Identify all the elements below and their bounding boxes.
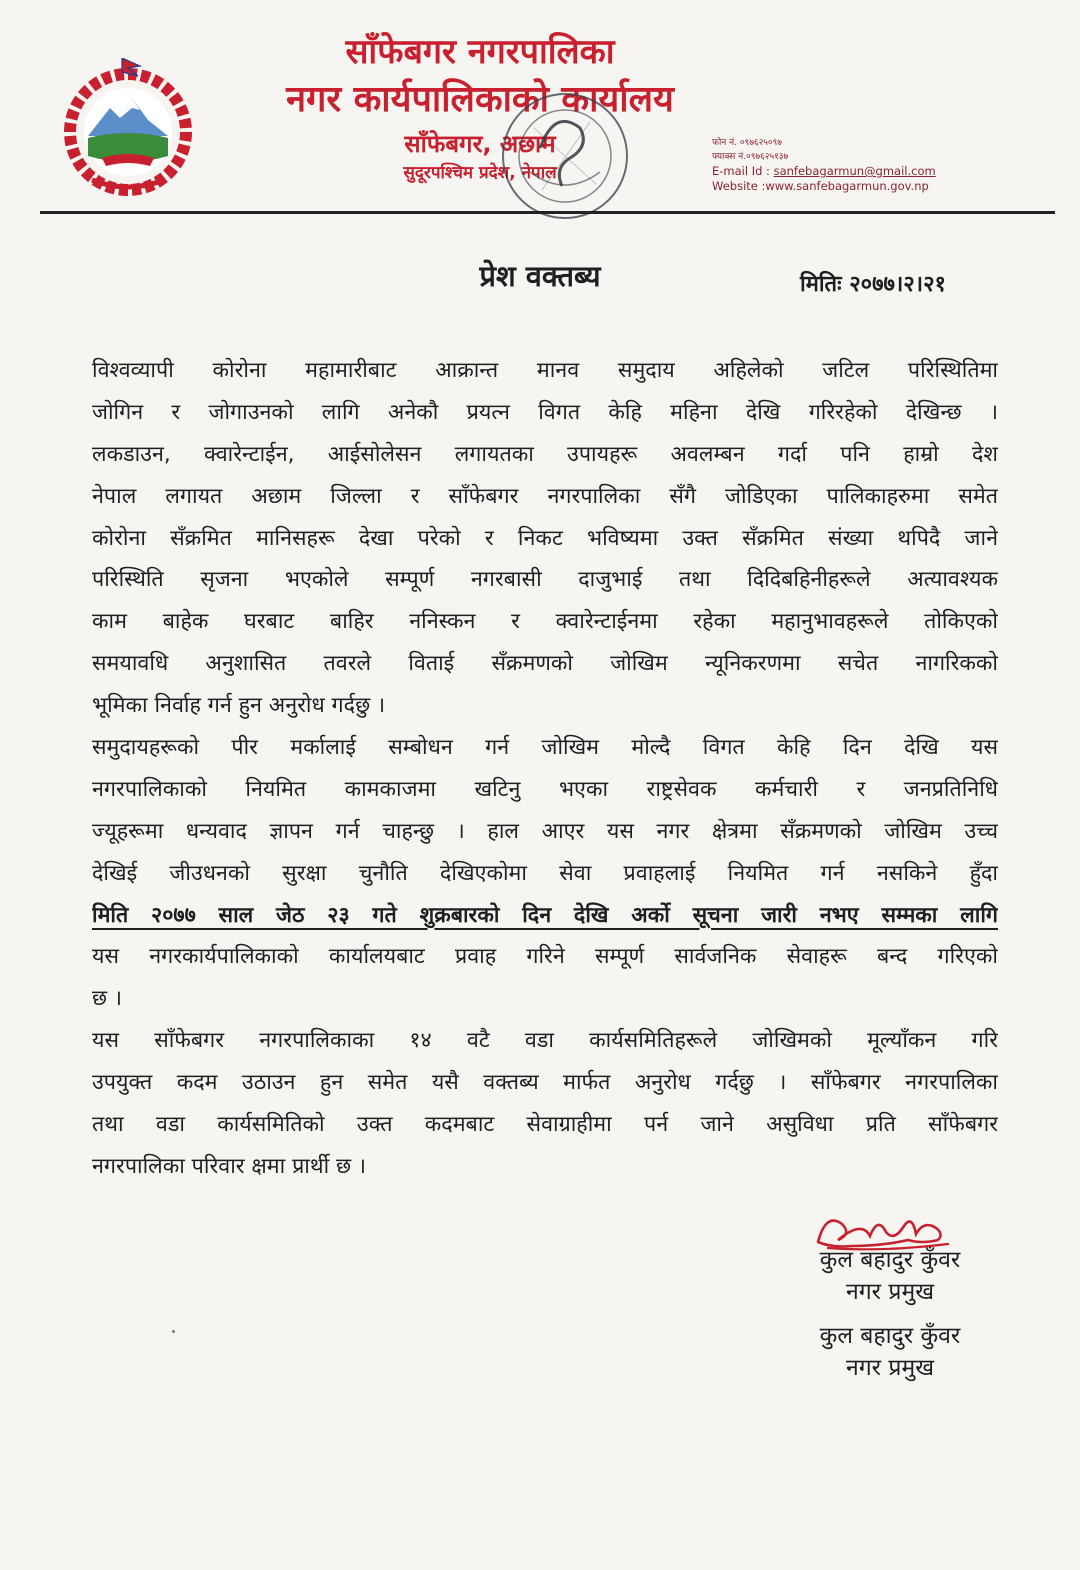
phone-number: फोन नं. ०९७६२५०९७ (712, 138, 782, 148)
signatory-name-stamp: कुल बहादुर कुँवर (819, 1323, 961, 1349)
paragraph-2 (92, 727, 998, 1020)
signatory-title: नगर प्रमुख (845, 1279, 935, 1305)
body-line: काम बाहेक घरबाट बाहिर ननिस्कन र क्वारेन्टाईनमा रहेका महानुभावहरूले तोकिएको (92, 609, 998, 635)
paper-speck (172, 1330, 175, 1333)
office-name: नगर कार्यपालिकाको कार्यालय (286, 79, 674, 120)
signatory-title-stamp: नगर प्रमुख (845, 1355, 935, 1381)
body-line: यस साँफेबगर नगरपालिकाका १४ वटै वडा कार्यसमितिहरूले जोखिमको मूल्याँकन गरि (92, 1028, 998, 1054)
body-line: ज्यूहरूमा धन्यवाद ज्ञापन गर्न चाहन्छु । हाल आएर यस नगर क्षेत्रमा सँक्रमणको जोखिम उच्च (92, 818, 998, 844)
signatory-stamp-block (790, 1320, 990, 1384)
website-address: www.sanfebagarmun.gov.np (765, 179, 929, 193)
website-label: Website : (712, 179, 766, 193)
statement-body (92, 350, 998, 1188)
body-line: नगरपालिकाको नियमित कामकाजमा खटिनु भएका राष्ट्रसेवक कर्मचारी र जनप्रतिनिधि (92, 776, 998, 802)
body-line: विश्वव्यापी कोरोना महामारीबाट आक्रान्त मानव समुदाय अहिलेको जटिल परिस्थितिमा (92, 358, 998, 383)
email-line (712, 164, 1042, 179)
nepal-emblem-icon (62, 58, 194, 198)
paragraph-1 (92, 350, 998, 727)
signatory-name: कुल बहादुर कुँवर (819, 1247, 961, 1273)
body-line: उपयुक्त कदम उठाउन हुन समेत यसै वक्तब्य मार्फत अनुरोध गर्दछु । साँफेबगर नगरपालिका (92, 1070, 998, 1096)
signatory-block (790, 1244, 990, 1308)
body-line: समुदायहरूको पीर मर्कालाई सम्बोधन गर्न जोखिम मोल्दै विगत केहि दिन देखि यस (92, 735, 998, 761)
paragraph-3 (92, 1020, 998, 1188)
body-line: भूमिका निर्वाह गर्न हुन अनुरोध गर्दछु । (92, 693, 386, 719)
website-line (712, 179, 1042, 194)
body-line: तथा वडा कार्यसमितिको उक्त कदमबाट सेवाग्राहीमा पर्न जाने असुविधा प्रति साँफेबगर (92, 1112, 998, 1138)
closure-date-highlight: मिति २०७७ साल जेठ २३ गते शुक्रबारको दिन देखि अर्को सूचना जारी नभए सम्मका लागि (92, 902, 998, 928)
office-address: साँफेबगर, अछाम (404, 130, 556, 158)
email-label: E-mail Id : (712, 164, 770, 178)
body-line: परिस्थिति सृजना भएकोले सम्पूर्ण नगरबासी दाजुभाई तथा दिदिबहिनीहरूले अत्यावश्यक (92, 567, 998, 593)
body-line: देखिई जीउधनको सुरक्षा चुनौति देखिएकोमा सेवा प्रवाहलाई नियमित गर्न नसकिने हुँदा (92, 860, 998, 886)
office-seal-stamp-icon (470, 88, 660, 238)
body-line: जोगिन र जोगाउनको लागि अनेकौ प्रयत्न विगत केहि महिना देखि गरिरहेको देखिन्छ । (92, 399, 998, 425)
document-title: प्रेश वक्तब्य (479, 259, 601, 293)
body-line: छ । (92, 986, 123, 1012)
letterhead-divider (40, 211, 1055, 214)
body-line: कोरोना सँक्रमित मानिसहरू देखा परेको र निकट भविष्यमा उक्त सँक्रमित संख्या थपिदै जाने (92, 525, 998, 551)
fax-number: फ्याक्स नं.०९७६२५१३७ (712, 152, 789, 162)
province-country: सुदूरपश्चिम प्रदेश, नेपाल (403, 163, 557, 183)
body-line: नगरपालिका परिवार क्षमा प्रार्थी छ । (92, 1153, 367, 1179)
body-line: लकडाउन, क्वारेन्टाईन, आईसोलेसन लगायतका उपायहरू अवलम्बन गर्दा पनि हाम्रो देश (92, 441, 998, 467)
body-line: समयावधि अनुशासित तवरले विताई सँक्रमणको जोखिम न्यूनिकरणमा सचेत नागरिकको (92, 651, 998, 677)
email-address: sanfebagarmun@gmail.com (773, 164, 936, 178)
body-line: नेपाल लगायत अछाम जिल्ला र साँफेबगर नगरपालिका सँगै जोडिएका पालिकाहरुमा समेत (92, 483, 998, 509)
document-date: मितिः २०७७।२।२१ (800, 272, 946, 297)
municipality-name: साँफेबगर नगरपालिका (345, 32, 615, 72)
contact-details (712, 136, 1042, 194)
body-line: यस नगरकार्यपालिकाको कार्यालयबाट प्रवाह गरिने सम्पूर्ण सार्वजनिक सेवाहरू बन्द गरिएको (92, 944, 998, 970)
